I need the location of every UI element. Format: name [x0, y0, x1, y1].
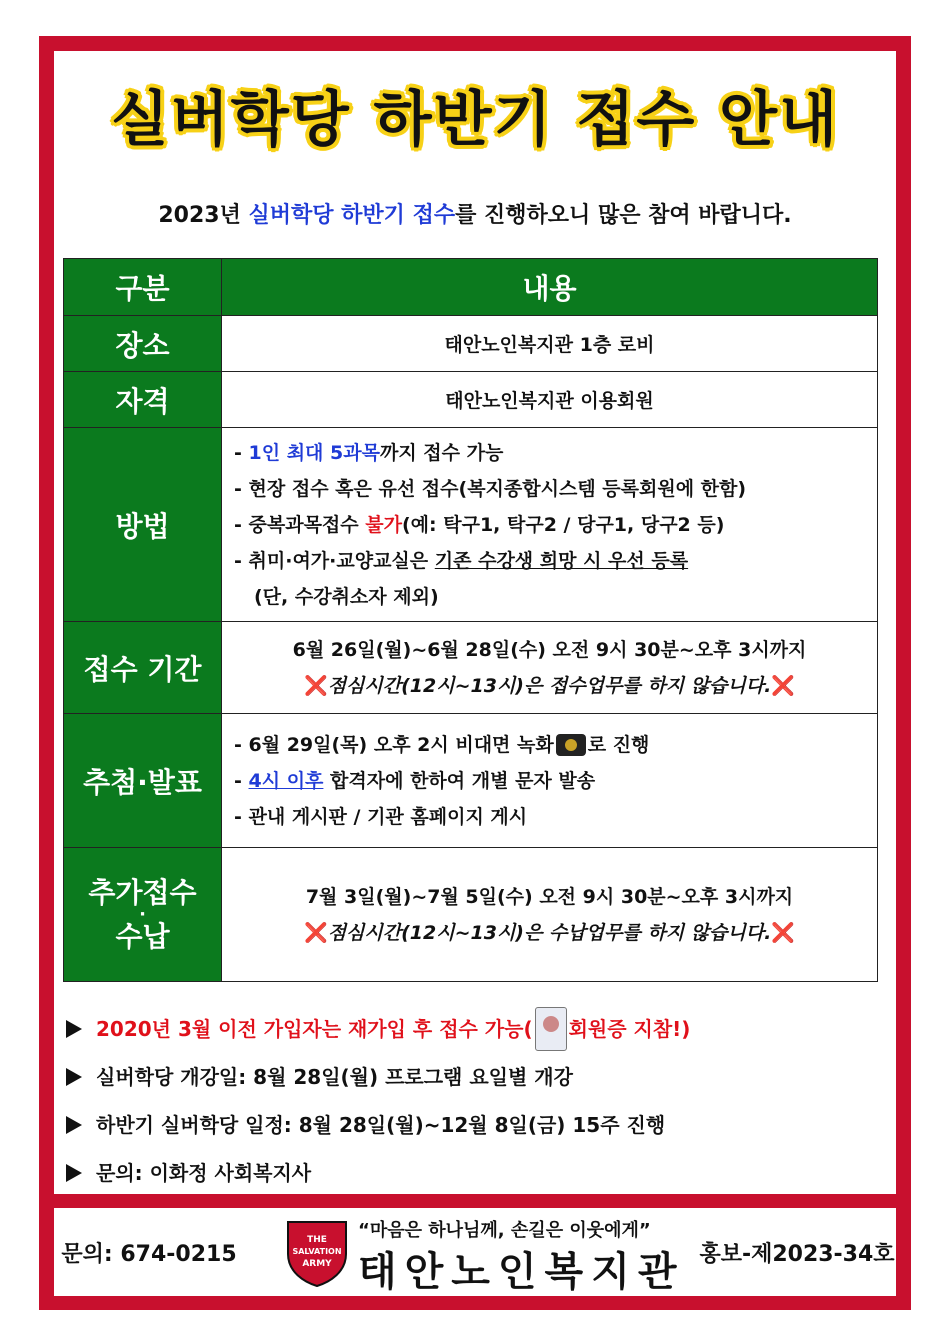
- x-mark-icon: ❌: [771, 674, 795, 697]
- row-qualification: [64, 372, 878, 428]
- method-line-3: - 중복과목접수 불가(예: 탁구1, 탁구2 / 당구1, 당구2 등): [234, 513, 725, 536]
- header-label: 구분: [64, 259, 222, 316]
- svg-text:THE: THE: [307, 1235, 327, 1245]
- subtitle: [54, 198, 896, 229]
- draw-label: 추첨·발표: [64, 714, 222, 848]
- subtitle-highlight: 실버학당 하반기 접수: [248, 203, 456, 228]
- table-header-row: [64, 259, 878, 316]
- x-mark-icon: ❌: [304, 921, 328, 944]
- extra-dates: 7월 3일(월)~7월 5일(수) 오전 9시 30분~오후 3시까지: [305, 885, 794, 908]
- period-content: [222, 622, 878, 714]
- subtitle-post: 를 진행하오니 많은 참여 바랍니다.: [455, 203, 792, 228]
- salvation-army-shield-icon: [284, 1218, 350, 1288]
- info-table: [63, 258, 878, 982]
- footer-contact: 문의: 674-0215: [61, 1241, 237, 1267]
- row-period: [64, 622, 878, 714]
- svg-text:ARMY: ARMY: [302, 1259, 332, 1269]
- qualification-label: 자격: [64, 372, 222, 428]
- x-mark-icon: ❌: [771, 921, 795, 944]
- footer: [54, 1208, 896, 1296]
- x-mark-icon: ❌: [304, 674, 328, 697]
- method-line-4: - 취미·여가·교양교실은 기존 수강생 희망 시 우선 등록: [234, 549, 689, 572]
- row-method: [64, 428, 878, 622]
- triangle-bullet-icon: [66, 1164, 82, 1182]
- note-rejoin: 2020년 3월 이전 가입자는 재가입 후 접수 가능( 회원증 지참!): [66, 1005, 886, 1053]
- extra-content: [222, 848, 878, 982]
- notes-list: [66, 1005, 886, 1197]
- place-label: 장소: [64, 316, 222, 372]
- row-place: [64, 316, 878, 372]
- footer-org: [254, 1208, 696, 1296]
- draw-content: [222, 714, 878, 848]
- row-draw: [64, 714, 878, 848]
- note-inquiry: 문의: 이화정 사회복지사: [66, 1149, 886, 1197]
- footer-org-name: 태안노인복지관: [358, 1249, 685, 1295]
- qualification-value: 태안노인복지관 이용회원: [222, 372, 878, 428]
- method-content: [222, 428, 878, 622]
- page-title: 실버학당 하반기 접수 안내: [110, 85, 840, 155]
- footer-doc-number: 홍보-제2023-34호: [699, 1241, 895, 1267]
- extra-label: 추가접수 · 수납: [64, 848, 222, 982]
- note-opening: 실버학당 개강일: 8월 28일(월) 프로그램 요일별 개강: [66, 1053, 886, 1101]
- period-notice: ❌점심시간(12시~13시)은 접수업무를 하지 않습니다.❌: [304, 674, 795, 697]
- triangle-bullet-icon: [66, 1116, 82, 1134]
- subtitle-pre: 2023년: [158, 203, 249, 228]
- place-value: 태안노인복지관 1층 로비: [222, 316, 878, 372]
- method-line-5: (단, 수강취소자 제외): [254, 585, 439, 608]
- method-label: 방법: [64, 428, 222, 622]
- triangle-bullet-icon: [66, 1020, 82, 1038]
- triangle-bullet-icon: [66, 1068, 82, 1086]
- svg-text:SALVATION: SALVATION: [292, 1247, 342, 1256]
- method-line-1: - 1인 최대 5과목까지 접수 가능: [234, 441, 504, 464]
- footer-slogan: “마음은 하나님께, 손길은 이웃에게”: [358, 1220, 651, 1241]
- draw-line-2: - 4시 이후 합격자에 한하여 개별 문자 발송: [234, 769, 596, 792]
- period-label: 접수 기간: [64, 622, 222, 714]
- draw-line-3: - 관내 게시판 / 기관 홈페이지 게시: [234, 805, 528, 828]
- method-line-2: - 현장 접수 혹은 유선 접수(복지종합시스템 등록회원에 한함): [234, 477, 747, 500]
- camera-icon: [556, 734, 586, 756]
- period-dates: 6월 26일(월)~6월 28일(수) 오전 9시 30분~오후 3시까지: [292, 638, 807, 661]
- header-content: 내용: [222, 259, 878, 316]
- extra-notice: ❌점심시간(12시~13시)은 수납업무를 하지 않습니다.❌: [304, 921, 795, 944]
- row-extra: [64, 848, 878, 982]
- member-card-icon: [535, 1007, 567, 1051]
- draw-line-1: - 6월 29일(목) 오후 2시 비대면 녹화 로 진행: [234, 733, 650, 756]
- note-schedule: 하반기 실버학당 일정: 8월 28일(월)~12월 8일(금) 15주 진행: [66, 1101, 886, 1149]
